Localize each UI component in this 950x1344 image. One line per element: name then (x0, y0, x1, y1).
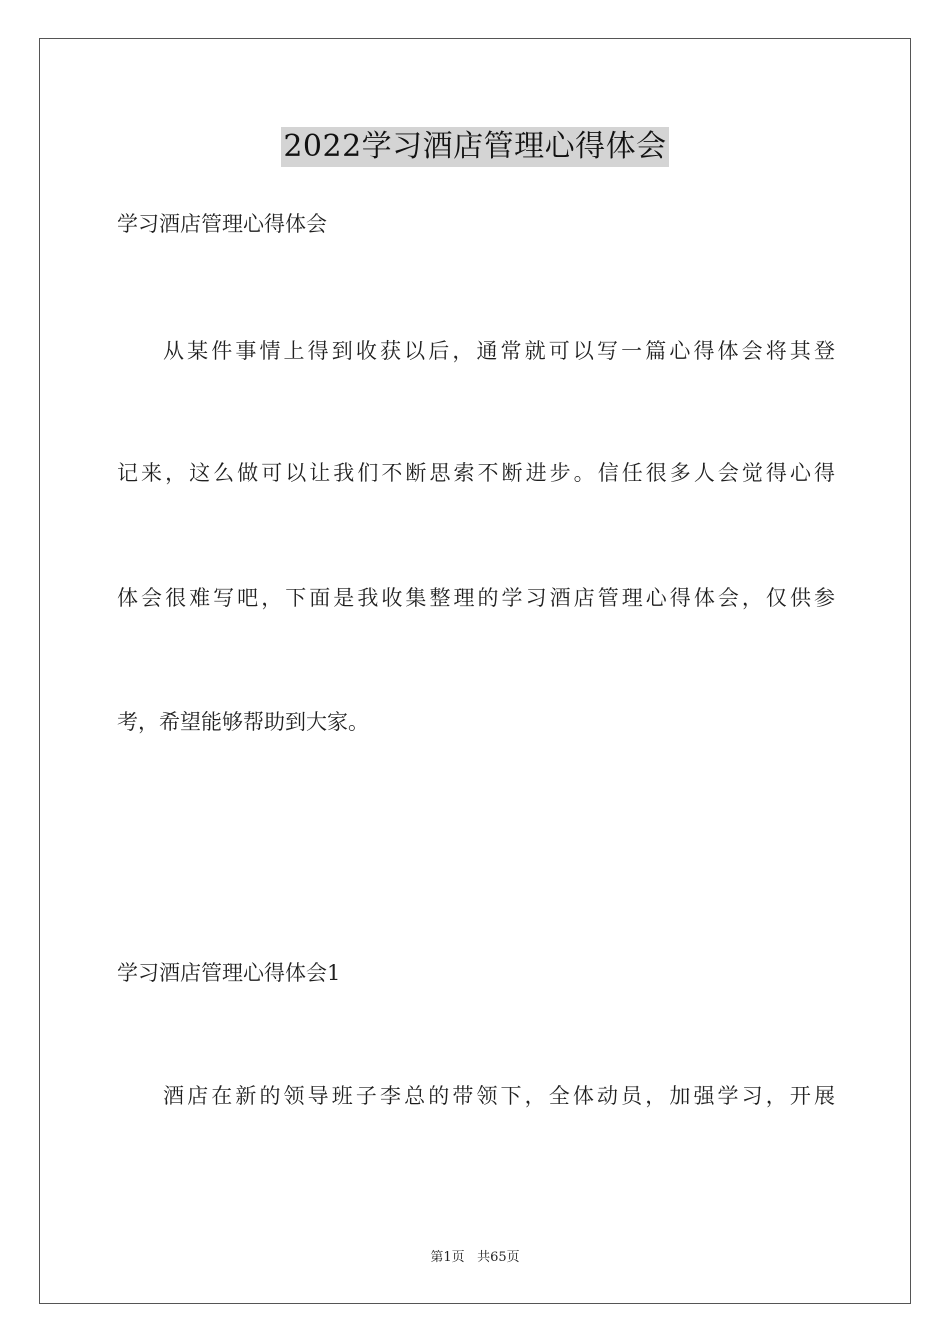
document-title: 2022学习酒店管理心得体会 (281, 127, 668, 167)
document-subtitle: 学习酒店管理心得体会 (117, 212, 327, 236)
intro-paragraph-line-4: 考，希望能够帮助到大家。 (117, 710, 369, 734)
intro-paragraph-line-1: 从某件事情上得到收获以后，通常就可以写一篇心得体会将其登 (163, 339, 835, 363)
section-paragraph-line-1: 酒店在新的领导班子李总的带领下，全体动员，加强学习，开展 (163, 1084, 835, 1108)
total-pages: 共65页 (477, 1250, 520, 1265)
intro-paragraph-line-2: 记来，这么做可以让我们不断思索不断进步。信任很多人会觉得心得 (117, 461, 835, 485)
section-heading: 学习酒店管理心得体会1 (117, 961, 341, 985)
page-footer (0, 1246, 950, 1265)
title-container (0, 127, 950, 167)
intro-paragraph-line-3: 体会很难写吧，下面是我收集整理的学习酒店管理心得体会，仅供参 (117, 586, 835, 610)
page-number: 第1页 (430, 1250, 465, 1265)
